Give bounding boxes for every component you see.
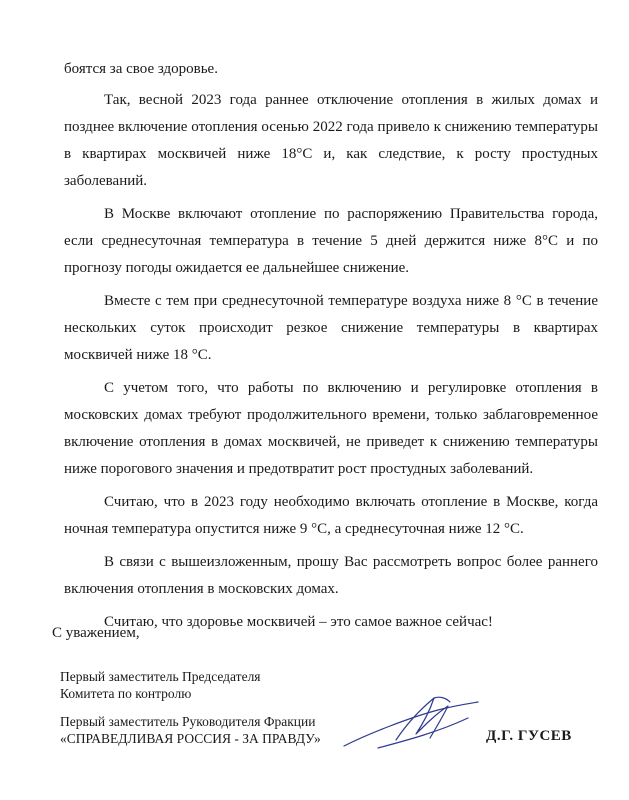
letter-body (64, 56, 598, 642)
paragraph-heating-2023: Так, весной 2023 года раннее отключение отопления в жилых домах и позднее включение отопления осенью 2022 года привело к снижению температуры в квартирах москвичей ниже 18°С и, как следствие, к росту простудных заболеваний. (64, 92, 598, 189)
signatory-title-line2: Комитета по контролю (60, 686, 192, 701)
closing-salutation: С уважением, (52, 625, 140, 641)
paragraph-moscow-rules: В Москве включают отопление по распоряжению Правительства города, если среднесуточная температура в течение 5 дней держится ниже 8°С и по прогнозу погоды ожидается ее дальнейшее снижение. (64, 206, 598, 276)
paragraph-request: В связи с вышеизложенным, прошу Вас рассмотреть вопрос более раннего включения отопления в московских домах. (64, 554, 598, 597)
handwritten-signature (338, 688, 488, 758)
signatory-name: Д.Г. ГУСЕВ (486, 728, 572, 744)
signatory-title-block (60, 668, 321, 747)
signatory-title-line3: Первый заместитель Руководителя Фракции (60, 714, 316, 729)
paragraph-proposal: Считаю, что в 2023 году необходимо включать отопление в Москве, когда ночная температура опустится ниже 9 °С, а среднесуточная ниже 12 °С. (64, 494, 598, 537)
paragraph-continuation: боятся за свое здоровье. (64, 61, 218, 77)
paragraph-temperature-drop: Вместе с тем при среднесуточной температуре воздуха ниже 8 °С в течение нескольких суток происходит резкое снижение температуры в квартирах москвичей ниже 18 °С. (64, 293, 598, 363)
paragraph-health: Считаю, что здоровье москвичей – это самое важное сейчас! (104, 614, 493, 630)
signatory-title-line4: «СПРАВЕДЛИВАЯ РОССИЯ - ЗА ПРАВДУ» (60, 731, 321, 746)
signatory-title-line1: Первый заместитель Председателя (60, 669, 261, 684)
paragraph-early-heating: С учетом того, что работы по включению и регулировке отопления в московских домах требуют продолжительного времени, только заблаговременное включение отопления в домах москвичей, не приведет к снижению температуры ниже порогового значения и предотвратит рост простудных заболеваний. (64, 380, 598, 477)
